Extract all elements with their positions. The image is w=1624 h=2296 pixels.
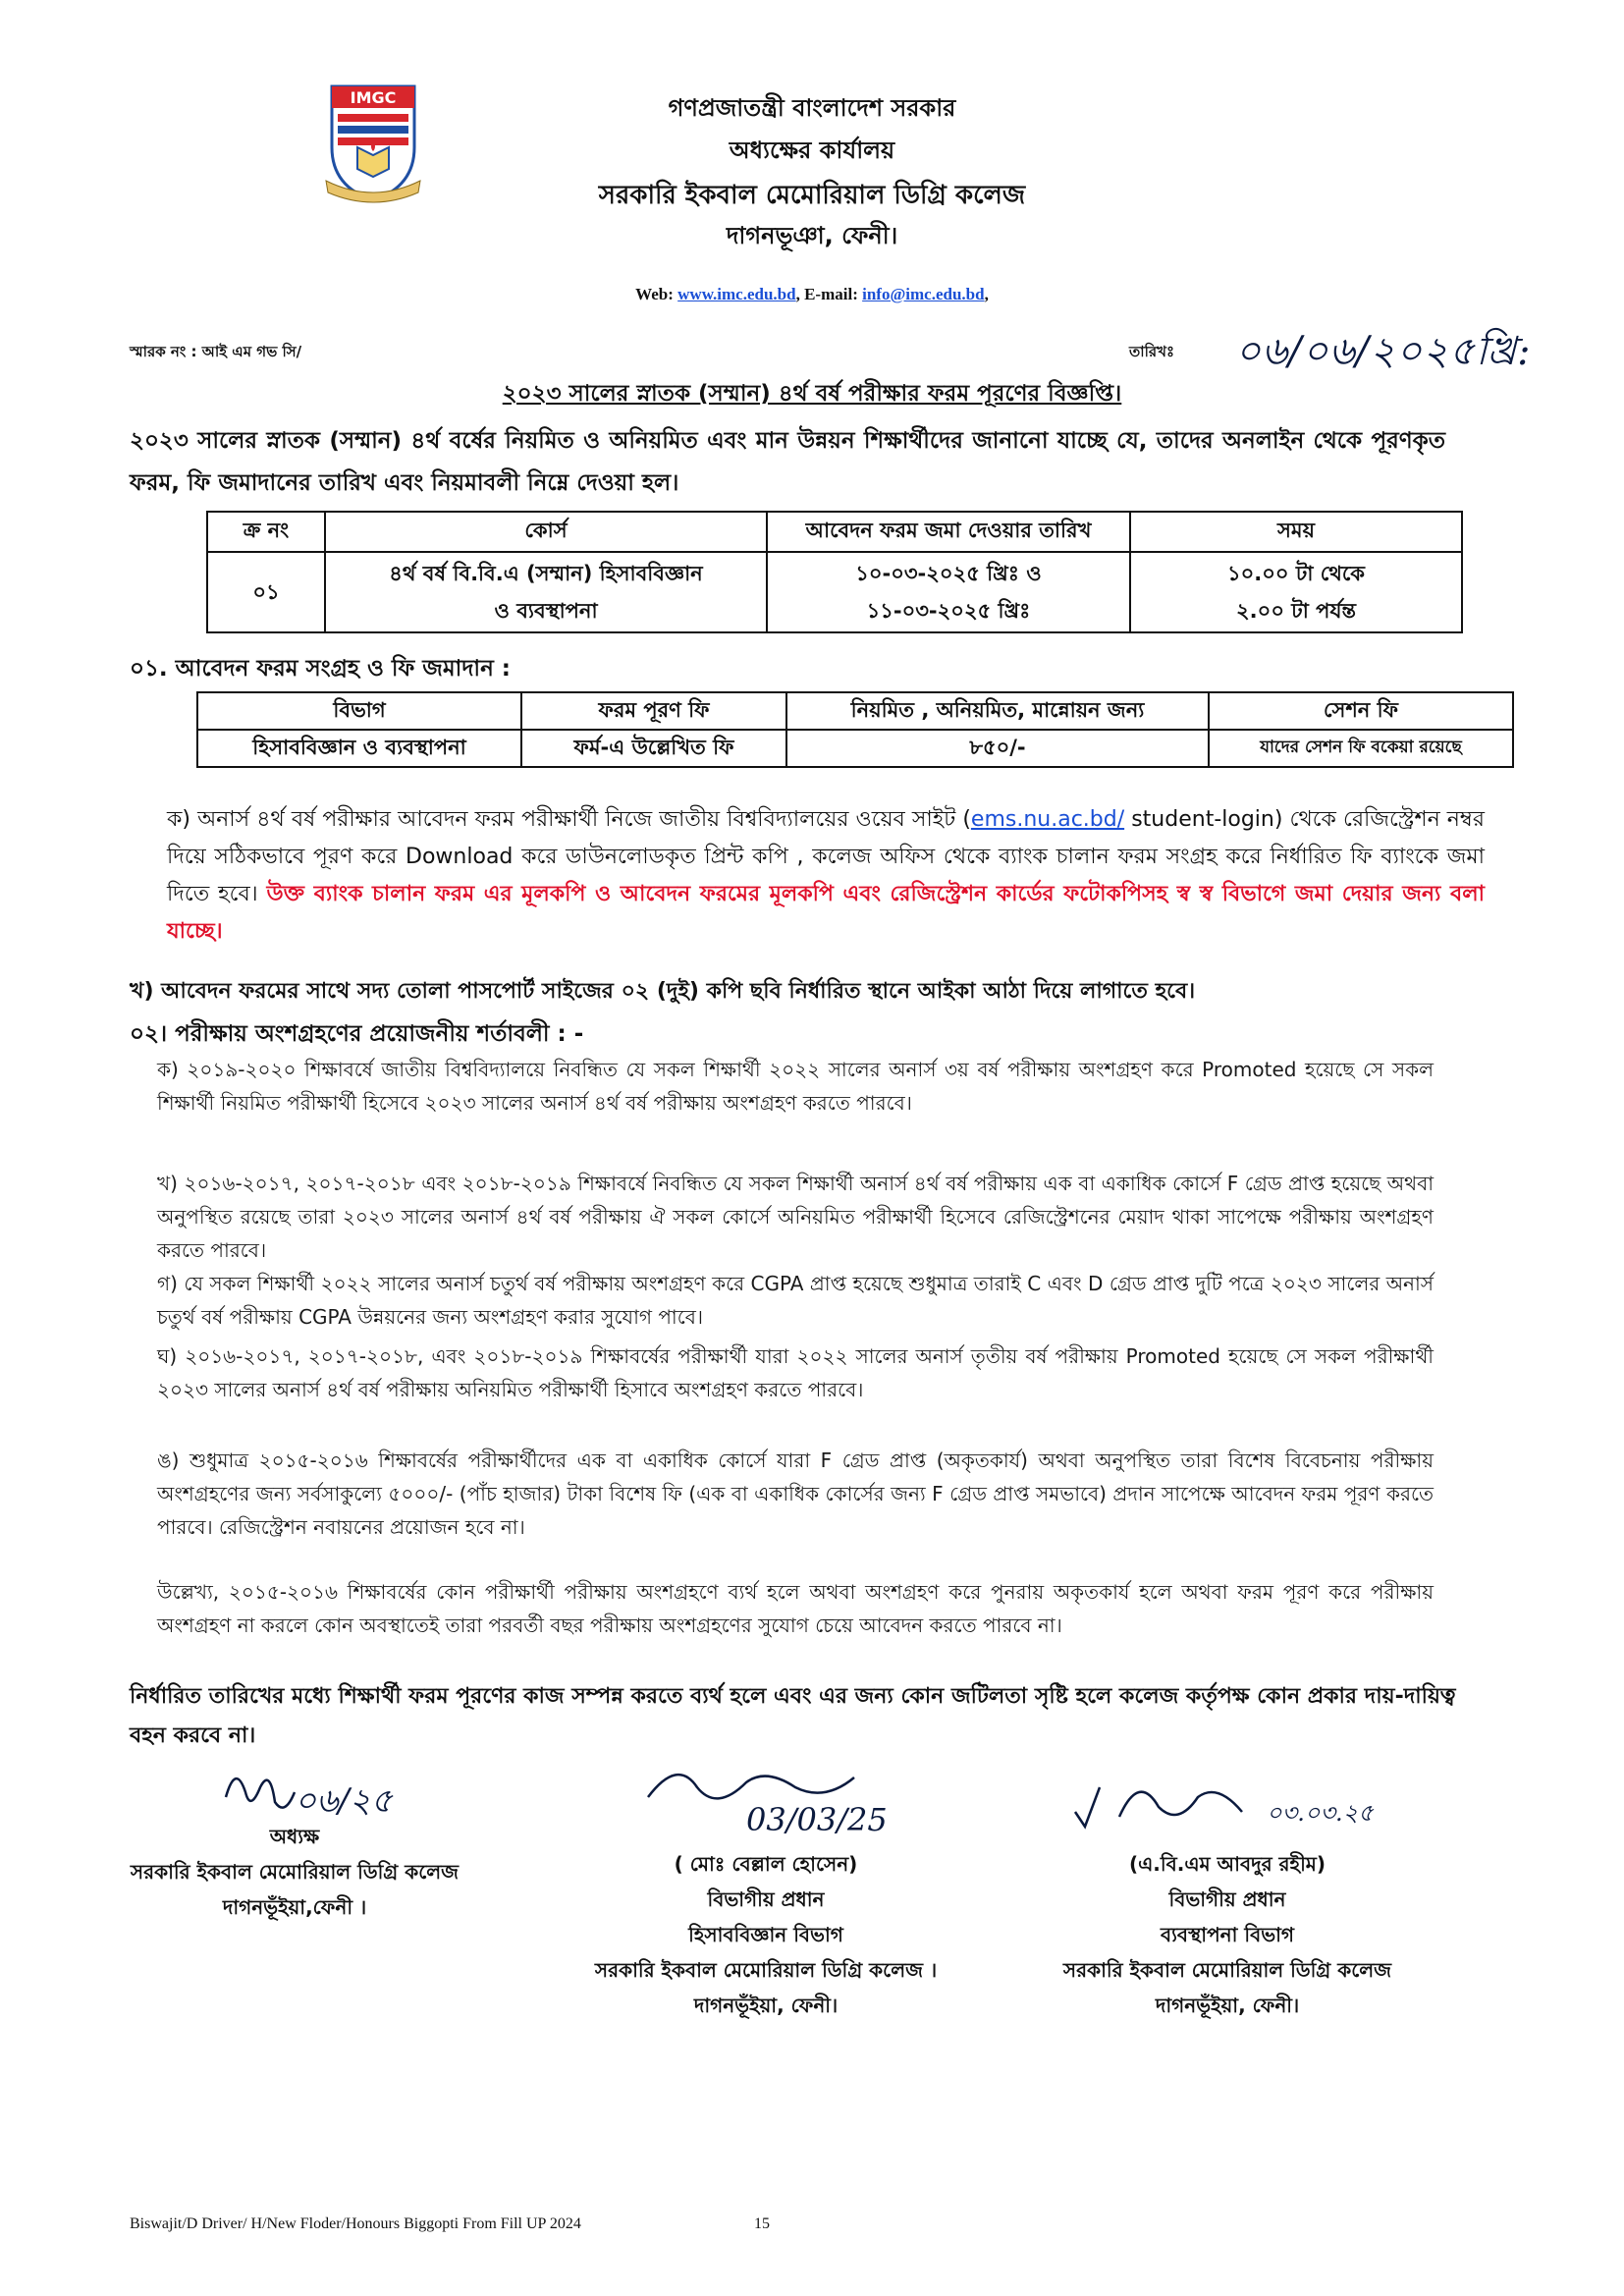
college-location: দাগনভূঞা, ফেনী। bbox=[726, 222, 898, 249]
date-line-2: ১১-০৩-২০২৫ খ্রিঃ bbox=[866, 599, 1031, 623]
col-regular-fee: নিয়মিত , অনিয়মিত, মান্নোয়ন জন্য bbox=[786, 692, 1209, 730]
schedule-table bbox=[206, 511, 1463, 633]
management-head-signature bbox=[1070, 1768, 1394, 1846]
email-label: , E-mail: bbox=[795, 285, 863, 303]
section-1-heading: ০১. আবেদন ফরম সংগ্রহ ও ফি জমাদান : bbox=[130, 656, 511, 682]
accounting-sign-date: 03/03/25 bbox=[746, 1801, 888, 1838]
course-line-1: ৪র্থ বর্ষ বি.বি.এ (সম্মান) হিসাববিজ্ঞান bbox=[389, 562, 703, 585]
col-time: সময় bbox=[1130, 512, 1462, 552]
memo-number: স্মারক নং : আই এম গভ সি/ bbox=[130, 343, 302, 360]
principal-college: সরকারি ইকবাল মেমোরিয়াল ডিগ্রি কলেজ bbox=[130, 1860, 460, 1884]
contact-line bbox=[0, 285, 1624, 304]
accounting-head-signature bbox=[638, 1758, 933, 1846]
course-line-2: ও ব্যবস্থাপনা bbox=[494, 599, 598, 623]
schedule-header-row bbox=[207, 512, 1462, 552]
accounting-head-name: ( মোঃ বেল্লাল হোসেন) bbox=[674, 1852, 858, 1876]
management-head-name: (এ.বি.এম আবদুর রহীম) bbox=[1128, 1852, 1326, 1876]
condition-gha: ঘ) ২০১৬-২০১৭, ২০১৭-২০১৮, এবং ২০১৮-২০১৯ শিক্ষাবর্ষের পরীক্ষার্থী যারা ২০২২ সালের অনার্স তৃতীয় বর্ষ পরীক্ষায় Promoted হয়েছে সে সকল পরীক্ষার্থী ২০২৩ সালের অনার্স ৪র্থ বর্ষ পরীক্ষায় অনিয়মিত পরীক্ষার্থী হিসাবে অংশগ্রহণ করতে পারবে। bbox=[157, 1344, 1434, 1401]
intro-paragraph: ২০২৩ সালের স্নাতক (সম্মান) ৪র্থ বর্ষের নিয়মিত ও অনিয়মিত এবং মান উন্নয়ন শিক্ষার্থীদের জানানো যাচ্ছে যে, তাদের অনলাইন থেকে পূরণকৃত ফরম, ফি জমাদানের তারিখ এবং নিয়মাবলী নিম্নে দেওয়া হল। bbox=[130, 428, 1445, 496]
course-cell bbox=[325, 552, 767, 632]
condition-ga: গ) যে সকল শিক্ষার্থী ২০২২ সালের অনার্স চতুর্থ বর্ষ পরীক্ষায় অংশগ্রহণ করে CGPA প্রাপ্ত হয়েছে শুধুমাত্র তারাই C এবং D গ্রেড প্রাপ্ত দুটি পত্রে ২০২৩ সালের অনার্স চতুর্থ বর্ষ পরীক্ষায় CGPA উন্নয়নের জন্য অংশগ্রহণ করার সুযোগ পাবে। bbox=[157, 1272, 1434, 1329]
fee-amount-cell: ৮৫০/- bbox=[786, 730, 1209, 767]
principal-location: দাগনভূঁইয়া,ফেনী । bbox=[222, 1895, 367, 1919]
management-location: দাগনভূঁইয়া, ফেনী। bbox=[1155, 1994, 1300, 2017]
col-form-fee: ফরম পূরণ ফি bbox=[521, 692, 786, 730]
table-row bbox=[197, 730, 1513, 767]
page-number: 15 bbox=[754, 2215, 770, 2232]
ems-link[interactable]: ems.nu.ac.bd/ bbox=[970, 807, 1125, 832]
table-row bbox=[207, 552, 1462, 632]
time-cell bbox=[1130, 552, 1462, 632]
instruction-ka bbox=[167, 801, 1485, 951]
web-label: Web: bbox=[635, 285, 678, 303]
col-serial: ক্র নং bbox=[207, 512, 325, 552]
accounting-location: দাগনভূঁইয়া, ফেনী। bbox=[693, 1994, 839, 2017]
government-title: গণপ্রজাতন্ত্রী বাংলাদেশ সরকার bbox=[668, 94, 956, 122]
fee-header-row bbox=[197, 692, 1513, 730]
condition-umo: ঙ) শুধুমাত্র ২০১৫-২০১৬ শিক্ষাবর্ষের পরীক্ষার্থীদের এক বা একাধিক কোর্সে যারা F গ্রেড প্রাপ্ত (অকৃতকার্য) অথবা অনুপস্থিত তারা বিশেষ বিবেচনায় পরীক্ষায় অংশগ্রহণের জন্য সর্বসাকুল্যে ৫০০০/- (পাঁচ হাজার) টাকা বিশেষ ফি (এক বা একাধিক কোর্সের জন্য F গ্রেড প্রাপ্ত সমভাবে) প্রদান সাপেক্ষে আবেদন ফরম পূরণ করতে পারবে। রেজিস্ট্রেশন নবায়নের প্রয়োজন হবে না। bbox=[157, 1449, 1434, 1539]
condition-note: উল্লেখ্য, ২০১৫-২০১৬ শিক্ষাবর্ষের কোন পরীক্ষার্থী পরীক্ষায় অংশগ্রহণে ব্যর্থ হলে অথবা অংশগ্রহণ করে পুনরায় অকৃতকার্য হলে অথবা ফরম পূরণ করে পরীক্ষায় অংশগ্রহণ না করলে কোন অবস্থাতেই তারা পরবর্তী বছর পরীক্ষায় অংশগ্রহণের সুযোগ চেয়ে আবেদন করতে পারবে না। bbox=[157, 1580, 1434, 1637]
principal-signature bbox=[216, 1758, 432, 1827]
date-line-1: ১০-০৩-২০২৫ খ্রিঃ ও bbox=[855, 562, 1042, 585]
notice-title bbox=[0, 375, 1624, 413]
footer-file-path: Biswajit/D Driver/ H/New Floder/Honours Biggopti From Fill UP 2024 bbox=[130, 2215, 581, 2232]
principal-sign-date: ০৬/২৫ bbox=[295, 1781, 393, 1821]
email-link[interactable]: info@imc.edu.bd bbox=[862, 285, 985, 303]
section-2-heading: ০২। পরীক্ষায় অংশগ্রহণের প্রয়োজনীয় শর্তাবলী : - bbox=[130, 1021, 584, 1047]
accounting-department: হিসাববিজ্ঞান বিভাগ bbox=[688, 1923, 843, 1946]
signature-block-principal bbox=[128, 1819, 461, 1925]
college-name: সরকারি ইকবাল মেমোরিয়াল ডিগ্রি কলেজ bbox=[598, 181, 1026, 210]
col-course: কোর্স bbox=[325, 512, 767, 552]
accounting-college: সরকারি ইকবাল মেমোরিয়াল ডিগ্রি কলেজ । bbox=[594, 1958, 938, 1982]
date-label: তারিখঃ bbox=[1129, 343, 1174, 360]
condition-kha: খ) ২০১৬-২০১৭, ২০১৭-২০১৮ এবং ২০১৮-২০১৯ শিক্ষাবর্ষে নিবন্ধিত যে সকল শিক্ষার্থী অনার্স ৪র্থ বর্ষ পরীক্ষায় এক বা একাধিক কোর্সে F গ্রেড প্রাপ্ত হয়েছে অথবা অনুপস্থিত রয়েছে তারা ২০২৩ সালের অনার্স ৪র্থ বর্ষ পরীক্ষায় ঐ সকল কোর্সে অনিয়মিত পরীক্ষার্থী হিসেবে রেজিস্ট্রেশনের মেয়াদ থাকা সাপেক্ষে পরীক্ষায় অংশগ্রহণ করতে পারবে। bbox=[157, 1172, 1434, 1262]
red-instruction: উক্ত ব্যাংক চালান ফরম এর মূলকপি ও আবেদন ফরমের মূলকপি এবং রেজিস্ট্রেশন কার্ডের ফটোকপিসহ স্ব স্ব বিভাগে জমা দেয়ার জন্য বলা যাচ্ছে। bbox=[167, 882, 1485, 944]
management-head-title: বিভাগীয় প্রধান bbox=[1168, 1887, 1286, 1911]
col-date: আবেদন ফরম জমা দেওয়ার তারিখ bbox=[767, 512, 1130, 552]
col-department: বিভাগ bbox=[197, 692, 521, 730]
handwritten-date: ০৬/০৬/২০২৫খ্রি: bbox=[1235, 329, 1532, 374]
office-title: অধ্যক্ষের কার্যালয় bbox=[729, 137, 895, 164]
time-line-2: ২.০০ টা পর্যন্ত bbox=[1236, 599, 1356, 623]
management-sign-date: ০৩.০৩.২৫ bbox=[1267, 1799, 1374, 1827]
signature-block-management bbox=[1031, 1846, 1424, 2023]
form-fee-cell: ফর্ম-এ উল্লেখিত ফি bbox=[521, 730, 786, 767]
condition-ka: ক) ২০১৯-২০২০ শিক্ষাবর্ষে জাতীয় বিশ্ববিদ্যালয়ে নিবন্ধিত যে সকল শিক্ষার্থী ২০২২ সালের অনার্স ৩য় বর্ষ পরীক্ষায় অংশগ্রহণ করে Promoted হয়েছে সে সকল শিক্ষার্থী নিয়মিত পরীক্ষার্থী হিসেবে ২০২৩ সালের অনার্স ৪র্থ বর্ষ পরীক্ষায় অংশগ্রহণ করতে পারবে। bbox=[157, 1058, 1434, 1115]
email-suffix: , bbox=[984, 285, 989, 303]
logo-text: IMGC bbox=[350, 88, 397, 107]
col-session-fee: সেশন ফি bbox=[1209, 692, 1513, 730]
fee-table bbox=[196, 691, 1514, 768]
instruction-kha: খ) আবেদন ফরমের সাথে সদ্য তোলা পাসপোর্ট সাইজের ০২ (দুই) কপি ছবি নির্ধারিত স্থানে আইকা আঠা দিয়ে লাগাতে হবে। bbox=[130, 979, 1196, 1004]
department-cell: হিসাববিজ্ঞান ও ব্যবস্থাপনা bbox=[197, 730, 521, 767]
website-link[interactable]: www.imc.edu.bd bbox=[677, 285, 796, 303]
session-fee-cell: যাদের সেশন ফি বকেয়া রয়েছে bbox=[1209, 730, 1513, 767]
principal-title: অধ্যক্ষ bbox=[269, 1825, 320, 1848]
time-line-1: ১০.০০ টা থেকে bbox=[1227, 562, 1365, 585]
management-college: সরকারি ইকবাল মেমোরিয়াল ডিগ্রি কলেজ bbox=[1062, 1958, 1392, 1982]
signature-block-accounting bbox=[560, 1846, 972, 2023]
serial-cell: ০১ bbox=[207, 552, 325, 632]
notice-title-text: ২০২৩ সালের স্নাতক (সম্মান) ৪র্থ বর্ষ পরীক্ষার ফরম পূরণের বিজ্ঞপ্তি। bbox=[502, 381, 1122, 407]
management-department: ব্যবস্থাপনা বিভাগ bbox=[1160, 1923, 1295, 1946]
instruction-ka-body: student-login) থেকে রেজিস্ট্রেশন নম্বর দিয়ে সঠিকভাবে পূরণ করে Download করে ডাউনলোডকৃত প্রিন্ট কপি , কলেজ অফিস থেকে ব্যাংক চালান ফরম সংগ্রহ করে নির্ধারিত ফি ব্যাংকে জমা দিতে হবে। bbox=[167, 807, 1485, 906]
final-disclaimer: নির্ধারিত তারিখের মধ্যে শিক্ষার্থী ফরম পূরণের কাজ সম্পন্ন করতে ব্যর্থ হলে এবং এর জন্য কোন জটিলতা সৃষ্টি হলে কলেজ কর্তৃপক্ষ কোন প্রকার দায়-দায়িত্ব বহন করবে না। bbox=[130, 1684, 1456, 1748]
instruction-ka-text: ক) অনার্স ৪র্থ বর্ষ পরীক্ষার আবেদন ফরম পরীক্ষার্থী নিজে জাতীয় বিশ্ববিদ্যালয়ের ওয়েব সাইট ( bbox=[167, 807, 971, 832]
accounting-head-title: বিভাগীয় প্রধান bbox=[707, 1887, 825, 1911]
date-cell bbox=[767, 552, 1130, 632]
